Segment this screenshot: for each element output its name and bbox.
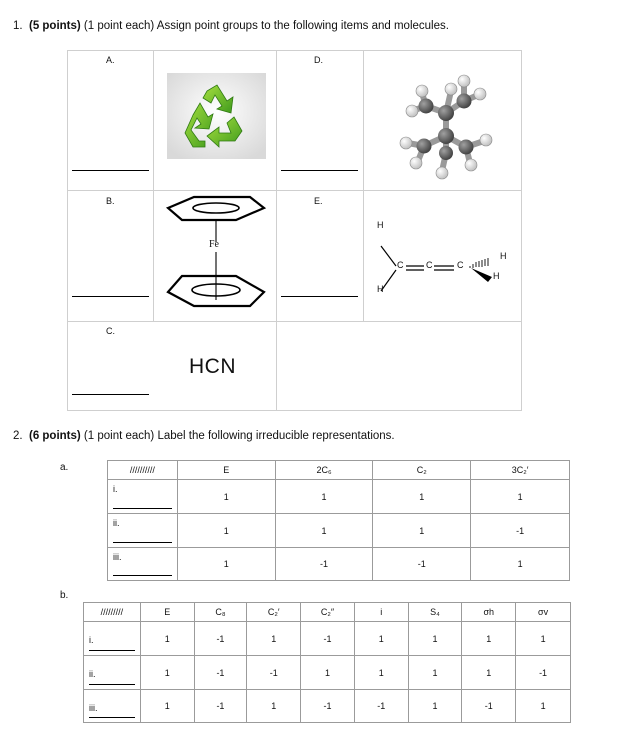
item-label-b: B. — [106, 196, 115, 206]
table-cell: -1 — [275, 548, 373, 581]
table-cell: 1 — [354, 656, 408, 690]
table-cell: 1 — [301, 656, 355, 690]
table-row — [108, 548, 570, 581]
table-cell: 1 — [177, 548, 275, 581]
question-1-points: (5 points) — [28, 20, 81, 32]
ferrocene-fe-label: Fe — [209, 239, 219, 250]
answer-blank-a[interactable] — [72, 170, 149, 171]
table-cell: 1 — [275, 514, 373, 548]
table-b-header-cell: C₂″ — [301, 603, 355, 622]
table-a-header-row — [108, 461, 570, 480]
table-a-header-cell: 3C₂′ — [471, 461, 570, 480]
allene-c-1: C — [397, 260, 404, 270]
table-b-header-cell: σh — [462, 603, 516, 622]
grid-divider — [363, 51, 364, 321]
table-cell: 1 — [247, 690, 301, 723]
item-label-d: D. — [314, 55, 323, 65]
table-cell: -1 — [194, 690, 247, 723]
table-a-row-label[interactable]: iii. — [108, 548, 178, 581]
ferrocene-structure-icon — [160, 194, 272, 316]
allene-structure-icon — [366, 211, 516, 311]
table-cell: 1 — [373, 514, 471, 548]
table-cell: 1 — [354, 622, 408, 656]
table-cell: 1 — [462, 622, 516, 656]
recycle-symbol-icon — [167, 73, 266, 159]
question-2-points: (6 points) — [28, 430, 81, 442]
table-row — [108, 480, 570, 514]
table-cell: -1 — [247, 656, 301, 690]
table-a-row-label[interactable]: i. — [108, 480, 178, 514]
table-a-header-cell: E — [177, 461, 275, 480]
allene-h-top-right: H — [500, 251, 507, 261]
character-table-b — [83, 602, 571, 723]
table-cell: -1 — [471, 514, 570, 548]
question-2-number: 2. — [13, 430, 23, 442]
table-cell: 1 — [408, 656, 462, 690]
allene-c-3: C — [457, 260, 464, 270]
grid-divider — [68, 321, 521, 322]
table-cell: 1 — [140, 656, 194, 690]
table-cell: 1 — [516, 622, 571, 656]
table-b-row-label[interactable]: i. — [84, 622, 141, 656]
table-cell: -1 — [354, 690, 408, 723]
table-b-header-cell: E — [140, 603, 194, 622]
table-cell: 1 — [177, 480, 275, 514]
table-b-header-cell: C₈ — [194, 603, 247, 622]
question-1-number: 1. — [13, 20, 23, 32]
table-b-header-corner: ///////// — [84, 603, 141, 622]
item-label-a: A. — [106, 55, 115, 65]
table-cell: 1 — [247, 622, 301, 656]
question-1-grid — [67, 50, 522, 411]
table-cell: -1 — [194, 656, 247, 690]
part-a-label: a. — [60, 462, 69, 473]
allene-h-bottom-left: H — [377, 284, 384, 294]
table-cell: -1 — [301, 622, 355, 656]
table-cell: 1 — [471, 548, 570, 581]
table-a-row-label[interactable]: ii. — [108, 514, 178, 548]
table-cell: 1 — [140, 690, 194, 723]
grid-divider — [276, 51, 277, 410]
table-b-row-label[interactable]: ii. — [84, 656, 141, 690]
table-cell: 1 — [373, 480, 471, 514]
table-cell: 1 — [177, 514, 275, 548]
answer-blank-b[interactable] — [72, 296, 149, 297]
table-cell: 1 — [408, 622, 462, 656]
table-row — [84, 656, 571, 690]
item-label-e: E. — [314, 196, 323, 206]
question-2-title — [13, 430, 395, 442]
table-cell: 1 — [516, 690, 571, 723]
answer-blank-d[interactable] — [281, 170, 358, 171]
table-cell: -1 — [516, 656, 571, 690]
character-table-a — [107, 460, 570, 581]
answer-blank-e[interactable] — [281, 296, 358, 297]
question-2-instructions: (1 point each) Label the following irreducible representations. — [80, 430, 395, 442]
table-b-header-cell: σv — [516, 603, 571, 622]
grid-divider — [153, 51, 154, 321]
table-b-row-label[interactable]: iii. — [84, 690, 141, 723]
item-label-c: C. — [106, 326, 115, 336]
part-b-label: b. — [60, 590, 69, 601]
answer-blank-c[interactable] — [72, 394, 149, 395]
table-cell: 1 — [462, 656, 516, 690]
table-a-header-cell: C₂ — [373, 461, 471, 480]
table-cell: 1 — [471, 480, 570, 514]
table-cell: 1 — [275, 480, 373, 514]
table-cell: -1 — [301, 690, 355, 723]
table-cell: 1 — [140, 622, 194, 656]
question-1-instructions: (1 point each) Assign point groups to the following items and molecules. — [80, 20, 449, 32]
table-cell: -1 — [373, 548, 471, 581]
hcn-formula: HCN — [189, 355, 236, 378]
table-row — [108, 514, 570, 548]
table-b-header-cell: S₄ — [408, 603, 462, 622]
table-a-header-cell: 2C₆ — [275, 461, 373, 480]
allene-c-2: C — [426, 260, 433, 270]
table-b-header-row — [84, 603, 571, 622]
table-b-header-cell: i — [354, 603, 408, 622]
table-a-header-corner: ////////// — [108, 461, 178, 480]
table-cell: -1 — [462, 690, 516, 723]
grid-divider — [68, 190, 521, 191]
allene-h-bottom-right: H — [493, 271, 500, 281]
question-1-title — [13, 20, 449, 32]
table-cell: -1 — [194, 622, 247, 656]
allene-h-top-left: H — [377, 220, 384, 230]
ball-and-stick-molecule-icon — [386, 61, 506, 186]
table-row — [84, 622, 571, 656]
table-cell: 1 — [408, 690, 462, 723]
table-row — [84, 690, 571, 723]
table-b-header-cell: C₂′ — [247, 603, 301, 622]
